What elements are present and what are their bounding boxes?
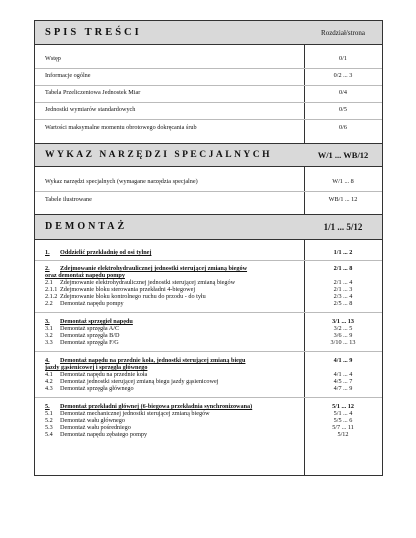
toc-page [34, 20, 383, 476]
subsection-number: 5.3 [45, 424, 53, 431]
section-title [45, 265, 300, 279]
subsection-number: 4.3 [45, 385, 53, 392]
section-title-text: Demontaż napędu na przednie koła, jednostki sterującej zmianą biegu [60, 357, 246, 364]
subsection-label: Demontaż wału pośredniego [60, 424, 131, 431]
subsection-number: 5.1 [45, 410, 53, 417]
tools-entry-label: Wykaz narzędzi specjalnych (wymagane narzędzia specjalne) [45, 178, 198, 185]
subsection-number: 2.1.2 [45, 293, 58, 300]
toc-header [35, 21, 382, 45]
subsection-label: Demontaż sprzęgła A/C [60, 325, 120, 332]
subsection-number: 5.2 [45, 417, 53, 424]
toc-column-label: Rozdział/strona [321, 29, 365, 37]
subsection [45, 325, 300, 332]
subsection [45, 385, 300, 392]
section-page: 2/1 ... 8 [333, 265, 353, 272]
subsection-label: Demontaż jednostki sterującej zmianą biegu jazdy gąsienicowej [60, 378, 219, 385]
tools-entry-label: Tabele ilustrowane [45, 196, 92, 203]
subsection [45, 332, 300, 339]
tools-title: WYKAZ NARZĘDZI SPECJALNYCH [45, 150, 273, 160]
subsection-label: Demontaż sprzęgła głównego [60, 385, 134, 392]
intro-entry-page: 0/1 [339, 55, 347, 62]
tools-entry-page: WB/1 ... 12 [328, 196, 358, 203]
subsection-page: 4/1 ... 4 [333, 371, 353, 378]
section-number: 3. [45, 318, 50, 325]
intro-entry-page: 0/5 [339, 106, 347, 113]
subsection-label: Demontaż napędu zębatego pompy [60, 431, 148, 438]
intro-entry-label: Informacje ogólne [45, 72, 91, 79]
subsection-label: Demontaż napędu pompy [60, 300, 124, 307]
subsection-page: 2/1 ... 4 [333, 279, 353, 286]
intro-entry-label: Wstęp [45, 55, 61, 62]
subsection-number: 4.1 [45, 371, 53, 378]
disassembly-header [35, 214, 382, 240]
subsection-label: Demontaż wału głównego [60, 417, 125, 424]
section-page: 3/1 ... 13 [332, 318, 354, 325]
subsection [45, 286, 300, 293]
section-number: 1. [45, 249, 50, 256]
section-title-text: Demontaż sprzęgieł napędu [60, 318, 133, 325]
intro-entry-label: Wartości maksymalne momentu obrotowego dokręcania śrub [45, 124, 197, 131]
subsection-page: 5/12 [337, 431, 349, 438]
subsection [45, 371, 300, 378]
subsection [45, 417, 300, 424]
row-separator [35, 68, 382, 69]
subsection-page: 2/5 ... 8 [333, 300, 353, 307]
subsection-page: 5/7 ... 11 [332, 424, 354, 431]
subsection [45, 339, 300, 346]
disassembly-title: DEMONTAŻ [45, 221, 128, 232]
subsection-number: 4.2 [45, 378, 53, 385]
row-separator [35, 191, 382, 192]
subsection-page: 3/2 ... 5 [333, 325, 353, 332]
section-title [45, 318, 300, 325]
section-title [45, 249, 300, 256]
subsection [45, 293, 300, 300]
section-title-text: Zdejmowanie elektrohydraulicznej jednostki sterującej zmianą biegów [60, 265, 248, 272]
row-separator [35, 102, 382, 103]
subsection [45, 300, 300, 307]
row-separator [35, 351, 382, 352]
subsection-number: 5.4 [45, 431, 53, 438]
subsection-label: Zdejmowanie bloku kontrolnego ruchu do przodu - do tyłu [60, 293, 206, 300]
row-separator [35, 312, 382, 313]
subsection-label: Demontaż sprzęgła B/D [60, 332, 120, 339]
section-title-continued: jazdy gąsienicowej i sprzęgła głównego [45, 364, 148, 371]
subsection [45, 431, 300, 438]
tools-range: W/1 ... WB/12 [317, 150, 369, 160]
row-separator [35, 397, 382, 398]
disassembly-range: 1/1 ... 5/12 [323, 222, 363, 232]
subsection-page: 4/7 ... 9 [333, 385, 353, 392]
section-title-text: Oddzielić przekładnię od osi tylnej [60, 249, 152, 256]
section-page: 1/1 ... 2 [333, 249, 353, 256]
subsection-label: Zdejmowanie bloku sterowania przekładni 4-biegowej [60, 286, 196, 293]
section-title [45, 403, 307, 410]
subsection-page: 4/5 ... 7 [333, 378, 353, 385]
subsection-label: Zdejmowanie elektrohydraulicznej jednostki sterującej zmianą biegów [60, 279, 236, 286]
tools-header [35, 143, 382, 167]
subsection-number: 2.1 [45, 279, 53, 286]
tools-entry-page: W/1 ... 8 [332, 178, 354, 185]
intro-entry-page: 0/6 [339, 124, 347, 131]
subsection-number: 3.3 [45, 339, 53, 346]
section-number: 5. [45, 403, 50, 410]
intro-entry-label: Jednostki wymiarów standardowych [45, 106, 136, 113]
subsection [45, 410, 300, 417]
subsection-number: 3.1 [45, 325, 53, 332]
subsection [45, 424, 300, 431]
subsection-label: Demontaż sprzęgła F/G [60, 339, 119, 346]
section-number: 2. [45, 265, 50, 272]
section-title-text: Demontaż przekładni głównej (6-biegowa przekładnia synchronizowana) [60, 403, 253, 410]
subsection-number: 3.2 [45, 332, 53, 339]
section-title [45, 357, 300, 371]
section-page: 5/1 ... 12 [332, 403, 354, 410]
subsection-number: 2.2 [45, 300, 53, 307]
subsection-number: 2.1.1 [45, 286, 58, 293]
intro-entry-label: Tabela Przeliczeniowa Jednostek Miar [45, 89, 141, 96]
section-title-continued: oraz demontaż napędu pompy [45, 272, 125, 279]
row-separator [35, 119, 382, 120]
subsection-page: 5/5 ... 6 [333, 417, 353, 424]
subsection-page: 5/1 ... 4 [333, 410, 353, 417]
subsection-page: 3/10 ... 13 [330, 339, 356, 346]
subsection-page: 3/6 ... 9 [333, 332, 353, 339]
intro-entry-page: 0/4 [339, 89, 347, 96]
subsection-page: 2/3 ... 4 [333, 293, 353, 300]
subsection [45, 378, 300, 385]
section-page: 4/1 ... 9 [333, 357, 353, 364]
toc-title: SPIS TREŚCI [45, 27, 142, 38]
subsection-page: 2/1 ... 3 [333, 286, 353, 293]
subsection-label: Demontaż mechanicznej jednostki sterującej zmianą biegów [60, 410, 210, 417]
row-separator [35, 260, 382, 261]
row-separator [35, 85, 382, 86]
intro-entry-page: 0/2 ... 3 [333, 72, 353, 79]
subsection-label: Demontaż napędu na przednie koła [60, 371, 148, 378]
section-number: 4. [45, 357, 50, 364]
subsection [45, 279, 300, 286]
